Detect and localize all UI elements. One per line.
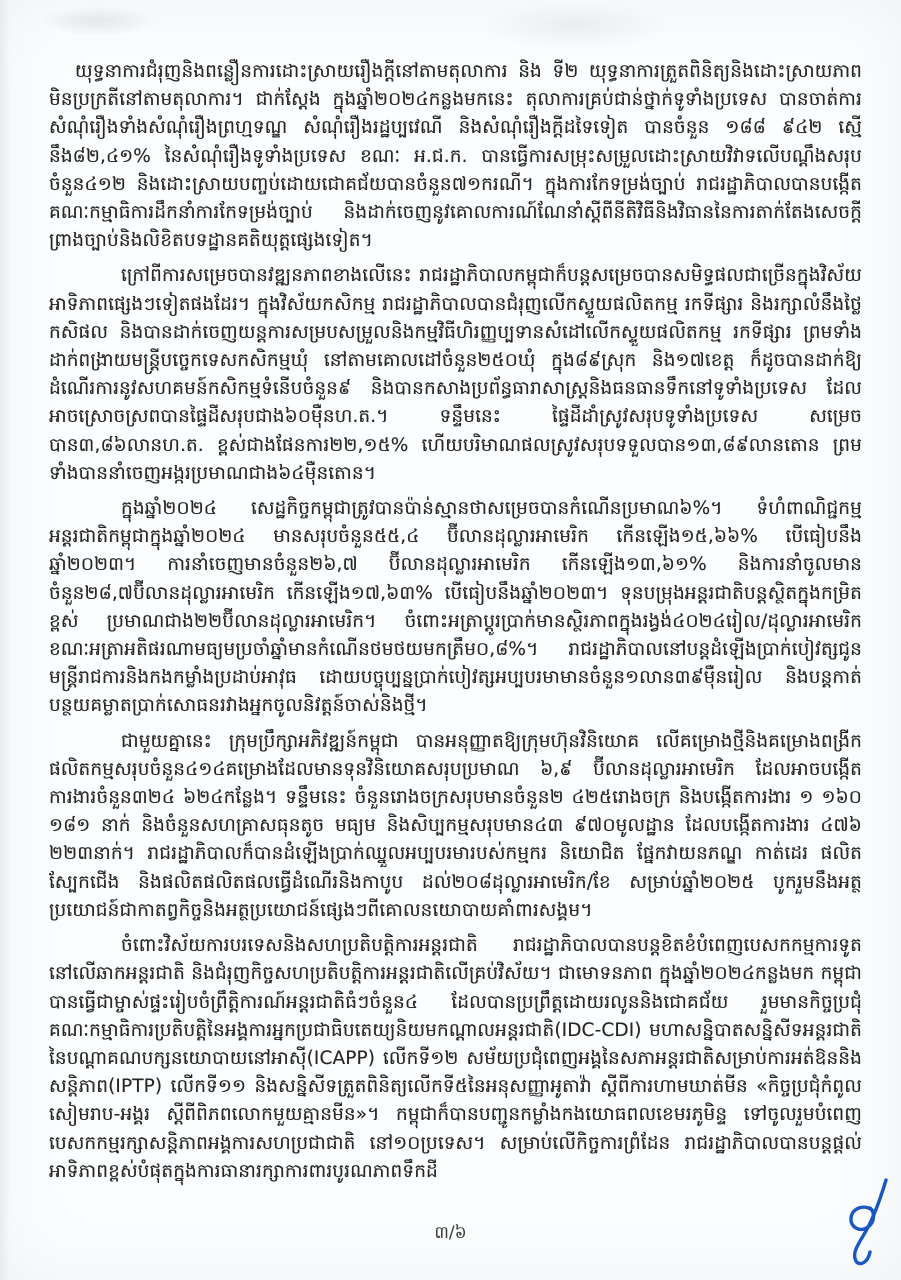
body-paragraph: យុទ្ធនាការជំរុញនិងពន្លឿនការដោះស្រាយរឿងក្តីនៅតាមតុលាការ និង ទី២ យុទ្ធនាការត្រួតពិនិត្យនិងដោះស្រាយភាពមិនប្រក្រតីនៅតាមតុលាការ។ ជាក់ស្តែង ក្នុងឆ្នាំ២០២៤កន្លងមកនេះ តុលាការគ្រប់ជាន់ថ្នាក់ទូទាំងប្រទេស បានចាត់ការសំណុំរឿងទាំងសំណុំរឿងព្រហ្មទណ្ឌ សំណុំរឿងរដ្ឋប្បវេណី និងសំណុំរឿងក្តីដទៃទៀត បានចំនួន ១៨៨ ៩៤២ ស្មើនឹង៨២,៤១% នៃសំណុំរឿងទូទាំងប្រទេស ខណៈ អ.ជ.ក. បានធ្វើការសម្រុះសម្រួលដោះស្រាយវិវាទលើបណ្តឹងសរុបចំនួន៤១២ និងដោះស្រាយបញ្ចប់ដោយជោគជ័យបានចំនួន៧១ករណី។ ក្នុងការកែទម្រង់ច្បាប់ រាជរដ្ឋាភិបាលបានបង្កើតគណៈកម្មាធិការដឹកនាំការកែទម្រង់ច្បាប់ និងដាក់ចេញនូវគោលការណ៍ណែនាំស្តីពីនីតិវិធីនិងវិធាននៃការតាក់តែងសេចក្តីព្រាងច្បាប់និងលិខិតបទដ្ឋានគតិយុត្តផ្សេងទៀត។	[49, 61, 862, 252]
handwritten-signature-initial	[836, 1172, 892, 1272]
body-paragraph: ជាមួយគ្នានេះ ក្រុមប្រឹក្សាអភិវឌ្ឍន៍កម្ពុជា បានអនុញ្ញាតឱ្យក្រុមហ៊ុនវិនិយោគ លើគម្រោងថ្មីនិងគម្រោងពង្រីកផលិតកម្មសរុបចំនួន៤១៤គម្រោងដែលមានទុនវិនិយោគសរុបប្រមាណ ៦,៩ ប៊ីលានដុល្លារអាមេរិក ដែលអាចបង្កើតការងារចំនួន៣២៤ ៦២៤កន្លែង។ ទន្ទឹមនេះ ចំនួនរោងចក្រសរុបមានចំនួន២ ៤២៥រោងចក្រ និងបង្កើតការងារ ១ ១៦០ ១៨១ នាក់ និងចំនួនសហគ្រាសធុនតូច មធ្យម និងសិប្បកម្មសរុបមាន៤៣ ៩៧០មូលដ្ឋាន ដែលបង្កើតការងារ ៤៧៦ ២២៣នាក់។ រាជរដ្ឋាភិបាលក៏បានដំឡើងប្រាក់ឈ្នួលអប្បបរមារបស់កម្មករ និយោជិត ផ្នែកវាយនភណ្ឌ កាត់ដេរ ផលិតស្បែកជើង និងផលិតផលិតផលធ្វើដំណើរនិងកាបូប ដល់២០៨ដុល្លារអាមេរិក/ខែ សម្រាប់ឆ្នាំ២០២៥ បូករួមនឹងអត្ថប្រយោជន៍ជាកាតព្វកិច្ចនិងអត្ថប្រយោជន៍ផ្សេងៗពីគោលនយោបាយគាំពារសង្គម។	[49, 730, 862, 921]
body-paragraph: ចំពោះវិស័យការបរទេសនិងសហប្រតិបត្តិការអន្តរជាតិ រាជរដ្ឋាភិបាលបានបន្តខិតខំបំពេញបេសកកម្មការទូតនៅលើឆាកអន្តរជាតិ និងជំរុញកិច្ចសហប្រតិបត្តិការអន្តរជាតិលើគ្រប់វិស័យ។ ជាមោទនភាព ក្នុងឆ្នាំ២០២៤កន្លងមក កម្ពុជាបានធ្វើជាម្ចាស់ផ្ទះរៀបចំព្រឹត្តិការណ៍អន្តរជាតិធំៗចំនួន៤ ដែលបានប្រព្រឹត្តដោយរលូននិងជោគជ័យ រួមមានកិច្ចប្រជុំគណៈកម្មាធិការប្រតិបត្តិនៃអង្គការអ្នកប្រជាធិបតេយ្យនិយមកណ្តាលអន្តរជាតិ(IDC-CDI) មហាសន្និបាតសន្និសីទអន្តរជាតិនៃបណ្តាគណបក្សនយោបាយនៅអាស៊ី(ICAPP) លើកទី១២ សម័យប្រជុំពេញអង្គនៃសភាអន្តរជាតិសម្រាប់ការអត់ឱននិងសន្តិភាព(IPTP) លើកទី១១ និងសន្និសីទត្រួតពិនិត្យលើកទី៥នៃអនុសញ្ញាអូតាវ៉ា ស្តីពីការហាមឃាត់មីន «កិច្ចប្រជុំកំពូលសៀមរាប-អង្គរ ស្តីពីពិភពលោកមួយគ្មានមីន»។ កម្ពុជាក៏បានបញ្ជូនកម្លាំងកងយោធពលខេមរភូមិន្ទ ទៅចូលរួមបំពេញបេសកកម្មរក្សាសន្តិភាពអង្គការសហប្រជាជាតិ នៅ១០ប្រទេស។ សម្រាប់លើកិច្ចការព្រំដែន រាជរដ្ឋាភិបាលបានបន្តផ្តល់អាទិភាពខ្ពស់បំផុតក្នុងការធានារក្សាការពារបូរណភាពទឹកដី	[49, 935, 862, 1182]
scan-smudge	[38, 6, 158, 36]
scan-smudge	[480, 2, 670, 50]
body-paragraph: ក្នុងឆ្នាំ២០២៤ សេដ្ឋកិច្ចកម្ពុជាត្រូវបានប៉ាន់ស្មានថាសម្រេចបានកំណើនប្រមាណ៦%។ ទំហំពាណិជ្ជកម្មអន្តរជាតិកម្ពុជាក្នុងឆ្នាំ២០២៤ មានសរុបចំនួន៥៥,៤ ប៊ីលានដុល្លារអាមេរិក កើនឡើង១៥,៦៦% បើធៀបនឹងឆ្នាំ២០២៣។ ការនាំចេញមានចំនួន២៦,៧ ប៊ីលានដុល្លារអាមេរិក កើនឡើង១៣,៦១% និងការនាំចូលមានចំនួន២៨,៧ប៊ីលានដុល្លារអាមេរិក កើនឡើង១៧,៦៣% បើធៀបនឹងឆ្នាំ២០២៣។ ទុនបម្រុងអន្តរជាតិបន្តស្ថិតក្នុងកម្រិតខ្ពស់ ប្រមាណជាង២២ប៊ីលានដុល្លារអាមេរិក។ ចំពោះអត្រាប្តូរប្រាក់មានស្ថិរភាពក្នុងរង្វង់៤០២៤រៀល/ដុល្លារអាមេរិក ខណៈអត្រាអតិផរណាមធ្យមប្រចាំឆ្នាំមានកំណើនថមថយមកត្រឹម០,៨%។ រាជរដ្ឋាភិបាលនៅបន្តដំឡើងប្រាក់បៀវត្សជូនមន្ត្រីរាជការនិងកងកម្លាំងប្រដាប់អាវុធ ដោយបច្ចុប្បន្នប្រាក់បៀវត្សអប្បបរមាមានចំនួន១លាន៣៩ម៉ឺនរៀល និងបន្តកាត់បន្ថយគម្លាតប្រាក់សោធនរវាងអ្នកចូលនិវត្តន៍ចាស់និងថ្មី។	[49, 498, 862, 717]
scan-edge-shadow	[0, 0, 10, 1280]
body-paragraph: ក្រៅពីការសម្រេចបានវឌ្ឍនភាពខាងលើនេះ រាជរដ្ឋាភិបាលកម្ពុជាក៏បន្តសម្រេចបានសមិទ្ធផលជាច្រើនក្នុងវិស័យអាទិភាពផ្សេងៗទៀតផងដែរ។ ក្នុងវិស័យកសិកម្ម រាជរដ្ឋាភិបាលបានជំរុញលើកស្ទួយផលិតកម្ម រកទីផ្សារ និងរក្សាលំនឹងថ្លៃកសិផល និងបានដាក់ចេញយន្តការសម្របសម្រួលនិងកម្មវិធីហិរញ្ញប្បទានសំដៅលើកស្ទួយផលិតកម្ម រកទីផ្សារ ព្រមទាំងដាក់ពង្រាយមន្ត្រីបច្ចេកទេសកសិកម្មឃុំ នៅតាមគោលដៅចំនួន២៥០ឃុំ ក្នុង៨៩ស្រុក និង១៧ខេត្ត ក៏ដូចបានដាក់ឱ្យដំណើរការនូវសហគមន៍កសិកម្មទំនើបចំនួន៩ និងបានកសាងប្រព័ន្ធធារាសាស្ត្រនិងធនធានទឹកនៅទូទាំងប្រទេស ដែល អាចស្រោចស្រពបានផ្ទៃដីសរុបជាង៦០ម៉ឺនហ.ត.។ ទន្ទឹមនេះ ផ្ទៃដីដាំស្រូវសរុបទូទាំងប្រទេស សម្រេចបាន៣,៨៦លានហ.ត. ខ្ពស់ជាងផែនការ២២,១៥% ហើយបរិមាណផលស្រូវសរុបទទួលបាន១៣,៨៩លានតោន ព្រមទាំងបាននាំចេញអង្ករប្រមាណជាង៦៤ម៉ឺនតោន។	[49, 265, 862, 484]
document-body	[49, 58, 862, 1193]
page-number: ៣/៦	[434, 1223, 467, 1243]
